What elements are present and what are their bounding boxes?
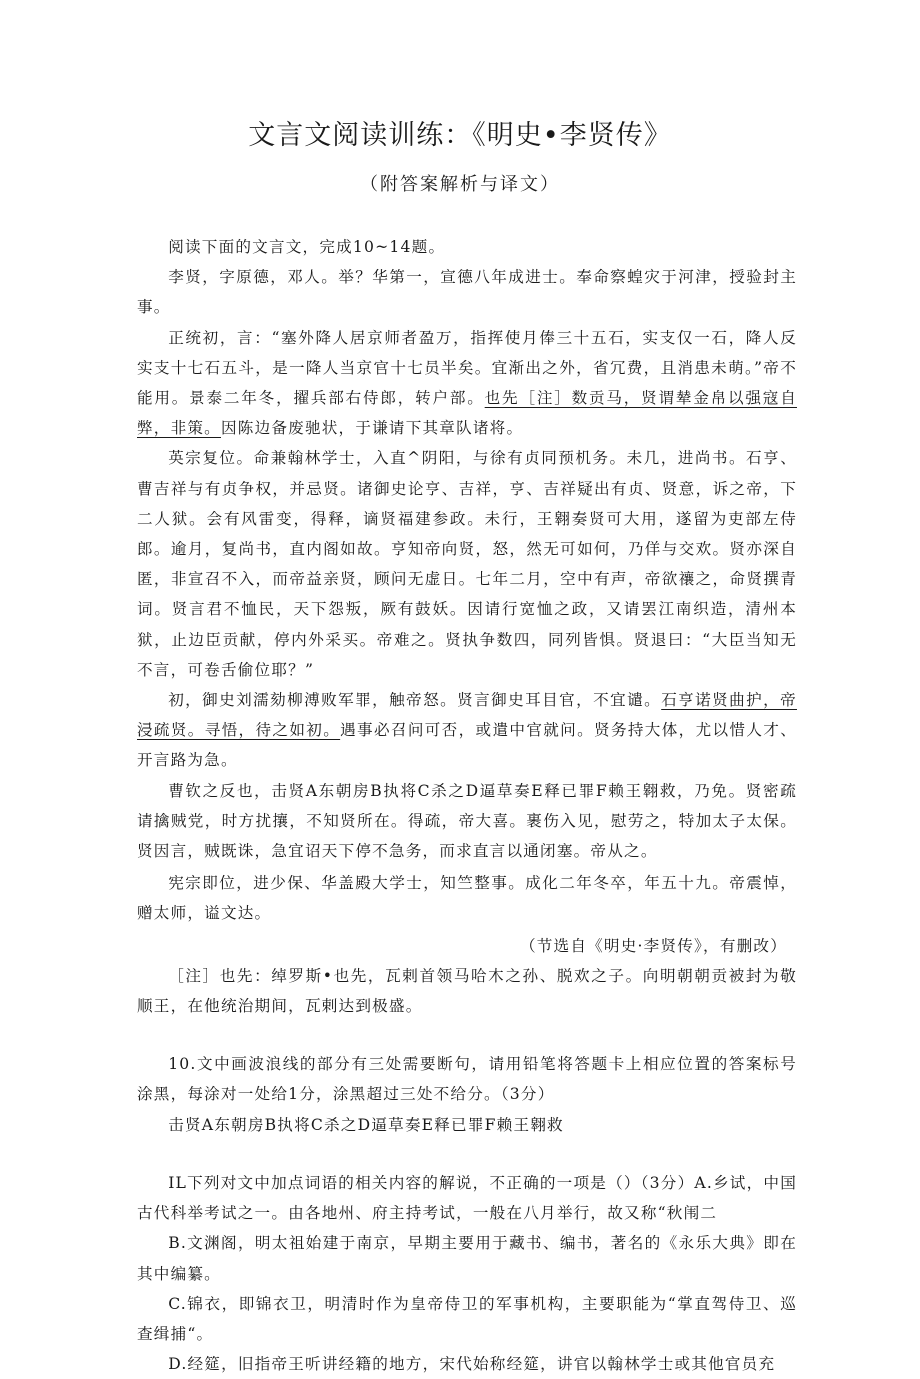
passage-paragraph-4 bbox=[137, 685, 797, 776]
passage-note: ［注］也先：绰罗斯•也先，瓦剌首领马哈木之孙、脱欢之子。向明朝朝贡被封为敬顺王，在他统治期间，瓦剌达到极盛。 bbox=[137, 966, 797, 1016]
passage-source: （节选自《明史·李贤传》，有删改） bbox=[519, 936, 787, 955]
passage-text: 因陈边备废驰状，于谦请下其章队诸将。 bbox=[220, 419, 524, 438]
question-11-option-c: C.锦衣，即锦衣卫，明清时作为皇帝侍卫的军事机构，主要职能为“掌直驾侍卫、巡查缉捕“。 bbox=[137, 1294, 797, 1343]
question-10: 10.文中画波浪线的部分有三处需要断句，请用铅笔将答题卡上相应位置的答案标号涂黑，每涂对一处给1分，涂黑超过三处不给分。（3分） bbox=[137, 1055, 797, 1104]
document-title: 文言文阅读训练：《明史•李贤传》 bbox=[248, 120, 672, 151]
document-body bbox=[137, 232, 797, 1379]
passage-text: 正统初，言：“塞外降人居京师者盈万，指挥使月俸三十五石，实支仅一石，降人反实支十七石五斗，是一降人当京官十七员半矣。宜渐出之外，省冗费，且消患未萌。”帝不能用。景泰二年冬，擢兵部右侍郎，转户部。 bbox=[137, 328, 797, 408]
passage-paragraph-5: 曹钦之反也，击贤A东朝房B执将C杀之D逼草奏E释已罪F赖王翱救，乃免。贤密疏请擒贼党，时方扰攘，不知贤所在。得疏，帝大喜。裹伤入见，慰劳之，特加太子太保。贤因言，贼既诛，急宜诏天下停不急务，而求直言以通闭塞。帝从之。 bbox=[137, 781, 797, 861]
passage-paragraph-1: 李贤，字原德，邓人。举？华第一，宣德八年成进士。奉命察蝗灾于河津，授验封主事。 bbox=[137, 268, 797, 317]
passage-paragraph-2 bbox=[137, 323, 797, 444]
passage-paragraph-6: 宪宗即位，进少保、华盖殿大学士，知竺整事。成化二年冬卒，年五十九。帝震悼，赠太师，谥文达。 bbox=[137, 874, 797, 923]
document-subtitle: （附答案解析与译文） bbox=[360, 174, 560, 195]
question-11: IL下列对文中加点词语的相关内容的解说，不正确的一项是（）（3分）A.乡试，中国古代科举考试之一。由各地州、府主持考试，一般在八月举行，故又称“秋闱二 bbox=[137, 1173, 797, 1223]
underlined-sentence-1: 也先［注］数贡马，贤谓辇金帛以强寇自弊，非策。 bbox=[137, 389, 797, 438]
passage-text: 遇事必召问可否，或遣中官就问。贤务持大体，尤以惜人才、开言路为急。 bbox=[137, 721, 797, 770]
question-11-option-b: B.文渊阁，明太祖始建于南京，早期主要用于藏书、编书，著名的《永乐大典》即在其中编纂。 bbox=[137, 1234, 797, 1283]
question-10-text: 击贤A东朝房B执将C杀之D逼草奏E释已罪F赖王翱救 bbox=[168, 1115, 564, 1134]
underlined-sentence-2: 石亨诺贤曲护，帝浸疏贤。寻悟，待之如初。 bbox=[137, 691, 797, 740]
question-11-option-d: D.经筵，旧指帝王听讲经籍的地方，宋代始称经筵，讲官以翰林学士或其他官员充 bbox=[168, 1355, 776, 1374]
passage-paragraph-3: 英宗复位。命兼翰林学士，入直^阴阳，与徐有贞同预机务。未几，进尚书。石亨、曹吉祥与有贞争权，并忌贤。诸御史论亨、吉祥，亨、吉祥疑出有贞、贤意，诉之帝，下二人狱。会有风雷变，得释，谪贤福建参政。未行，王翱奏贤可大用，遂留为吏部左侍郎。逾月，复尚书，直内阁如故。亨知帝向贤，怒，然无可如何，乃佯与交欢。贤亦深自匿，非宣召不入，而帝益亲贤，顾问无虚日。七年二月，空中有声，帝欲禳之，命贤撰青词。贤言君不恤民，天下怨叛，厥有鼓妖。因请行宽恤之政，又请罢江南织造，清州本狱，止边臣贡献，停内外采买。帝难之。贤执争数四，同列皆惧。贤退曰：“大臣当知无不言，可卷舌偷位耶？” bbox=[137, 449, 797, 679]
passage-text: 初，御史刘濡劾柳溥败军罪，触帝怒。贤言御史耳目官，不宜谴。 bbox=[168, 691, 662, 710]
instruction-text: 阅读下面的文言文，完成10~14题。 bbox=[168, 238, 446, 256]
